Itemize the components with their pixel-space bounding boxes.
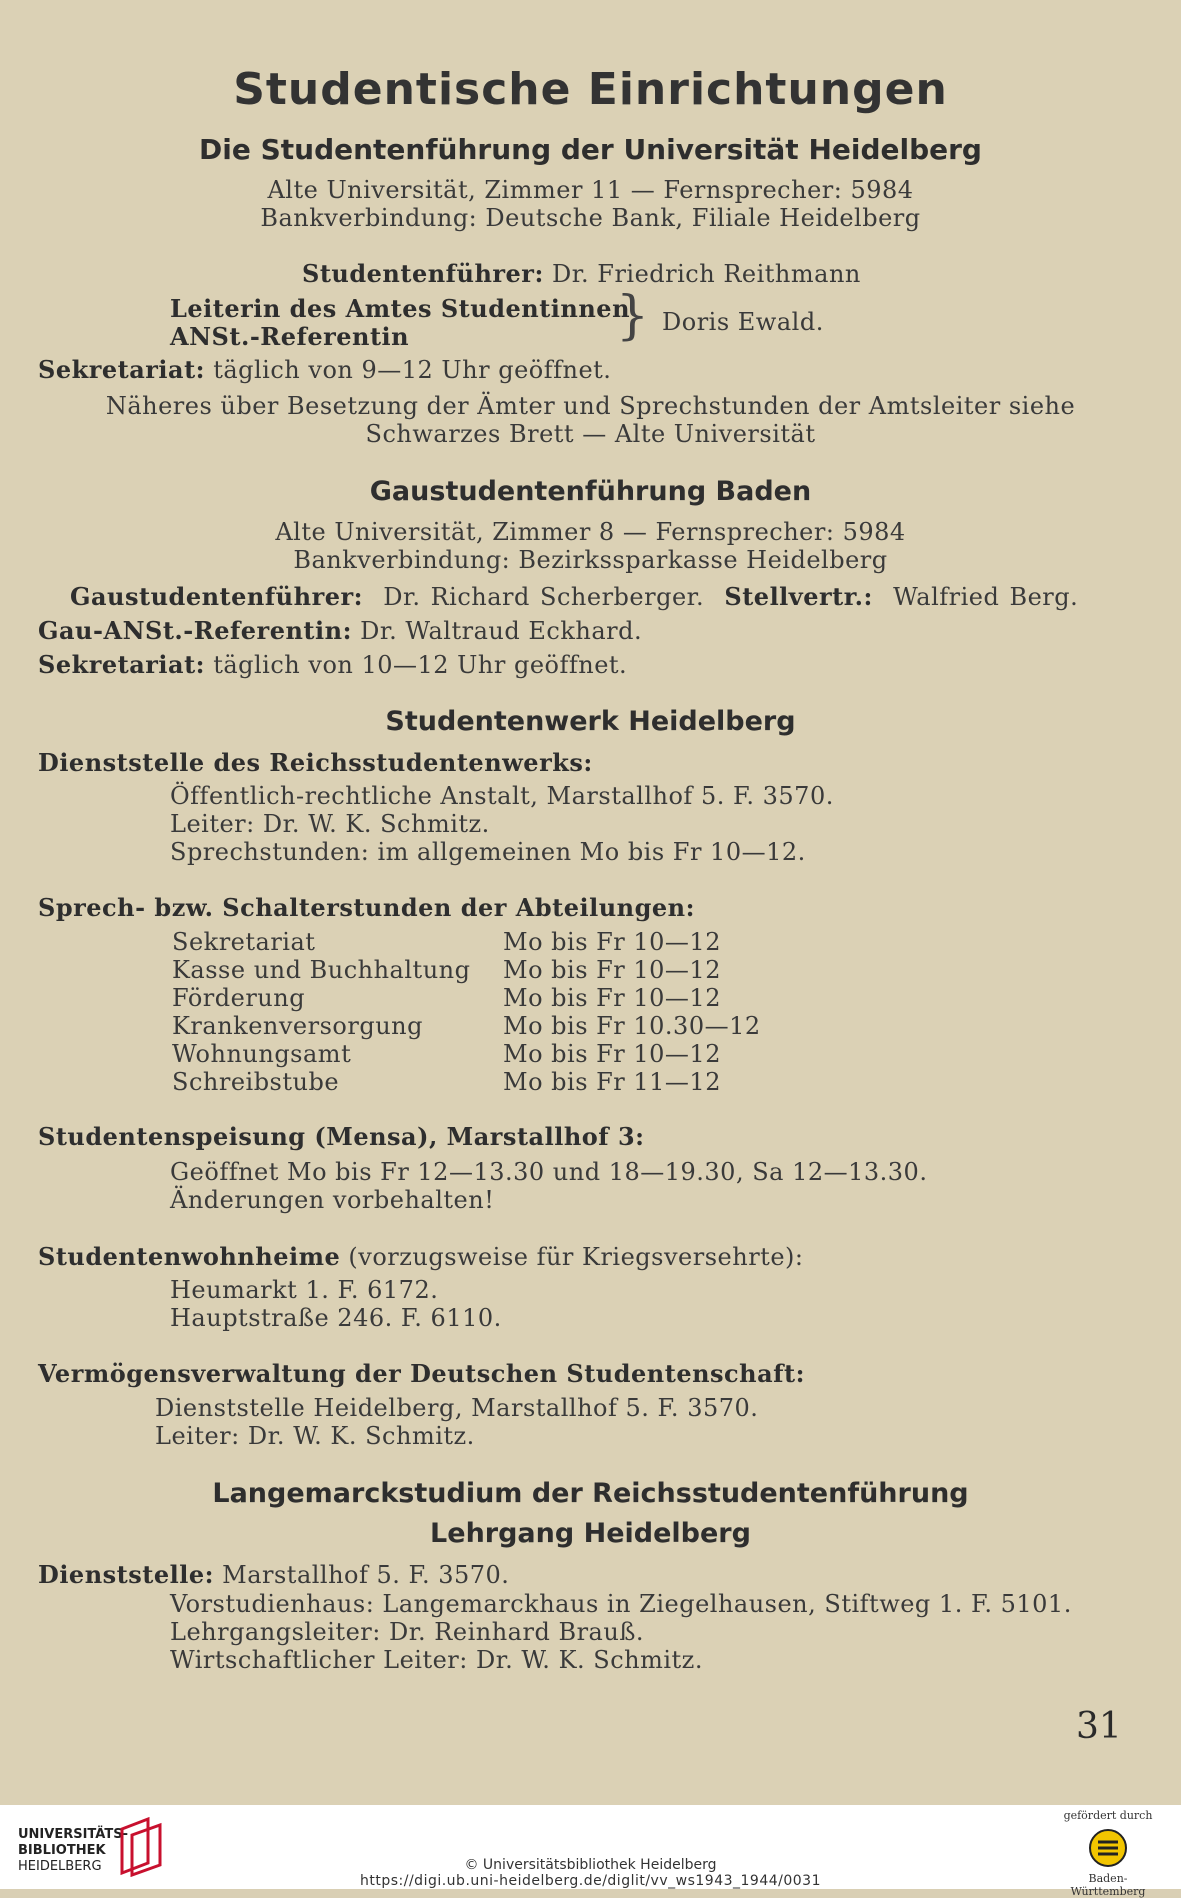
library-city: HEIDELBERG [18, 1859, 102, 1874]
office-line: Leiter: Dr. W. K. Schmitz. [170, 810, 490, 838]
funding-block [1053, 1809, 1163, 1898]
brace-icon: } [616, 286, 650, 346]
bank-line: Bankverbindung: Deutsche Bank, Filiale Heidelberg [260, 204, 921, 232]
section-heading-gaustudentenfuehrung: Gaustudentenführung Baden [369, 476, 812, 507]
section-subheading-lehrgang: Lehrgang Heidelberg [430, 1518, 751, 1549]
office-address: Marstallhof 5. F. 3570. [222, 1561, 510, 1589]
secretariat-hours: täglich von 9—12 Uhr geöffnet. [213, 356, 612, 384]
dorm-label: Studentenwohnheime [38, 1242, 341, 1271]
library-name: UNIVERSITÄTS- [18, 1827, 128, 1842]
office-line: Öffentlich-rechtliche Anstalt, Marstallhof 5. F. 3570. [170, 782, 834, 810]
department-hours: Mo bis Fr 11—12 [503, 1068, 721, 1096]
note-line: Näheres über Besetzung der Ämter und Sprechstunden der Amtsleiter siehe [105, 392, 1076, 420]
secretariat-line [38, 650, 627, 679]
deputy-label: Stellvertr.: [724, 582, 873, 611]
footer-bar [0, 1805, 1181, 1898]
leader-name: Dr. Richard Scherberger. [383, 583, 705, 611]
office-line [38, 1560, 509, 1589]
dorm-note: (vorzugsweise für Kriegsversehrte): [348, 1243, 804, 1271]
subsection-label: Studentenspeisung (Mensa), Marstallhof 3: [38, 1122, 645, 1151]
address-line: Alte Universität, Zimmer 11 — Fernsprecher: 5984 [267, 176, 914, 204]
detail-line: Wirtschaftlicher Leiter: Dr. W. K. Schmitz. [170, 1646, 703, 1674]
baden-wuerttemberg-crest-icon [1088, 1828, 1128, 1868]
mensa-line: Änderungen vorbehalten! [170, 1186, 495, 1214]
role-label: ANSt.-Referentin [170, 322, 410, 351]
detail-line: Lehrgangsleiter: Dr. Reinhard Brauß. [170, 1618, 644, 1646]
referentin-name: Dr. Waltraud Eckhard. [360, 617, 643, 645]
mensa-line: Geöffnet Mo bis Fr 12—13.30 und 18—19.30, Sa 12—13.30. [170, 1158, 928, 1186]
leader-line [70, 582, 1078, 611]
department-hours: Mo bis Fr 10.30—12 [503, 1012, 761, 1040]
note-line: Schwarzes Brett — Alte Universität [365, 420, 816, 448]
permalink-url[interactable]: https://digi.ub.uni-heidelberg.de/diglit/vv_ws1943_1944/0031 [360, 1873, 821, 1889]
asset-line: Dienststelle Heidelberg, Marstallhof 5. F. 3570. [155, 1394, 759, 1422]
referentin-line [38, 616, 642, 645]
secretariat-label: Sekretariat: [38, 650, 206, 679]
roles-name: Doris Ewald. [662, 308, 824, 336]
dorm-line: Hauptstraße 246. F. 6110. [170, 1304, 502, 1332]
department-name: Kasse und Buchhaltung [172, 956, 471, 984]
department-hours: Mo bis Fr 10—12 [503, 1040, 721, 1068]
section-heading-studentenfuehrung: Die Studentenführung der Universität Heidelberg [199, 133, 982, 166]
subsection-label: Vermögensverwaltung der Deutschen Studentenschaft: [38, 1359, 805, 1388]
page-number: 31 [1076, 1706, 1122, 1747]
asset-line: Leiter: Dr. W. K. Schmitz. [155, 1422, 475, 1450]
department-name: Krankenversorgung [172, 1012, 423, 1040]
funding-label: gefördert durch [1063, 1809, 1153, 1822]
department-name: Förderung [172, 984, 306, 1012]
section-heading-studentenwerk: Studentenwerk Heidelberg [385, 706, 796, 737]
department-hours: Mo bis Fr 10—12 [503, 956, 721, 984]
leader-label: Gaustudentenführer: [70, 582, 363, 611]
secretariat-hours: täglich von 10—12 Uhr geöffnet. [213, 651, 628, 679]
secretariat-label: Sekretariat: [38, 355, 206, 384]
office-line: Sprechstunden: im allgemeinen Mo bis Fr 10—12. [170, 838, 806, 866]
leader-label: Studentenführer: [302, 259, 544, 288]
section-heading-langemarck: Langemarckstudium der Reichsstudentenführung [212, 1478, 969, 1509]
dorm-line: Heumarkt 1. F. 6172. [170, 1276, 439, 1304]
copyright-text: © Universitätsbibliothek Heidelberg [464, 1857, 717, 1873]
department-name: Wohnungsamt [172, 1040, 352, 1068]
department-hours: Mo bis Fr 10—12 [503, 984, 721, 1012]
bank-line: Bankverbindung: Bezirkssparkasse Heidelberg [293, 546, 888, 574]
department-hours: Mo bis Fr 10—12 [503, 928, 721, 956]
subsection-label: Dienststelle des Reichsstudentenwerks: [38, 748, 593, 777]
dorm-heading [38, 1242, 803, 1271]
detail-line: Vorstudienhaus: Langemarckhaus in Ziegelhausen, Stiftweg 1. F. 5101. [170, 1590, 1072, 1618]
department-name: Sekretariat [172, 928, 316, 956]
funding-name: Baden-Württemberg [1070, 1872, 1146, 1898]
leader-line [302, 259, 861, 288]
library-name: BIBLIOTHEK [18, 1843, 106, 1858]
deputy-name: Walfried Berg. [893, 583, 1079, 611]
subsection-label: Sprech- bzw. Schalterstunden der Abteilungen: [38, 893, 695, 922]
referentin-label: Gau-ANSt.-Referentin: [38, 616, 352, 645]
secretariat-line [38, 355, 611, 384]
department-name: Schreibstube [172, 1068, 340, 1096]
page-title: Studentische Einrichtungen [233, 64, 948, 115]
office-label: Dienststelle: [38, 1560, 214, 1589]
leader-name: Dr. Friedrich Reithmann [551, 260, 861, 288]
role-label: Leiterin des Amtes Studentinnen [170, 294, 631, 323]
address-line: Alte Universität, Zimmer 8 — Fernsprecher: 5984 [275, 518, 906, 546]
